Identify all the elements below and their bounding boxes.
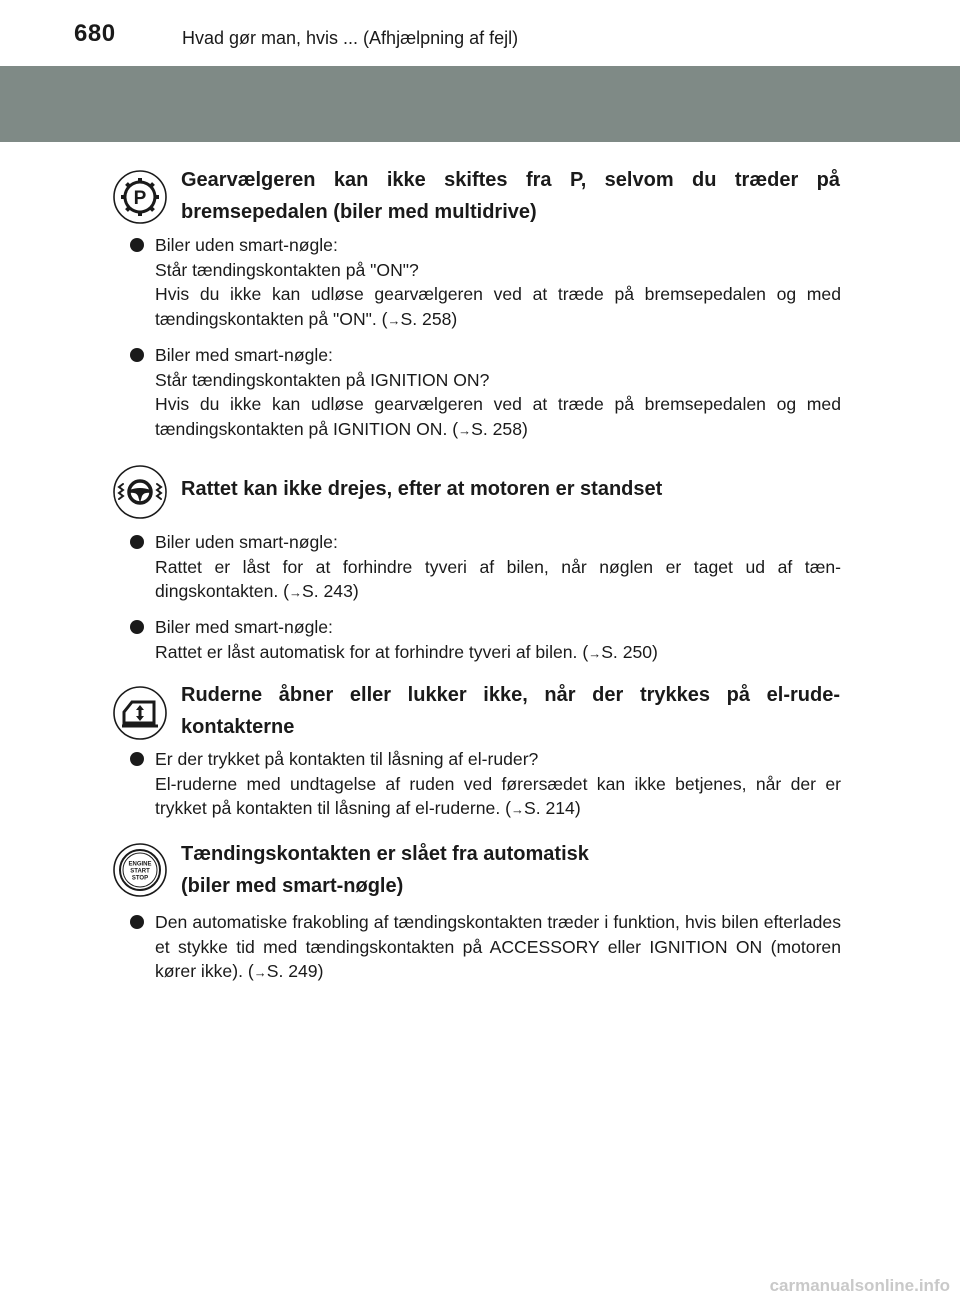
bullet-dot xyxy=(130,238,144,252)
bullet-lead: Biler uden smart-nøgle: xyxy=(155,532,338,552)
arrow-icon: → xyxy=(289,585,302,600)
page-reference: S. 250) xyxy=(601,641,658,662)
shift-lever-p-icon xyxy=(113,170,167,224)
bullet-question: Står tændingskontakten på IGNITION ON? xyxy=(155,369,490,390)
arrow-icon: → xyxy=(253,965,267,980)
arrow-icon: → xyxy=(588,645,602,661)
bullet-paragraph xyxy=(155,343,841,443)
running-title: Hvad gør man, hvis ... (Afhjælpning af fejl) xyxy=(182,28,519,48)
page-reference: S. 214) xyxy=(523,798,581,818)
power-window-icon xyxy=(113,686,167,740)
section-title: Ruderne åbner eller lukker ikke, når der trykkes på el-rude-kontakterne xyxy=(181,684,840,738)
icon-label: STOP xyxy=(131,875,149,882)
section-title xyxy=(181,838,840,902)
icon-label: ENGINE xyxy=(128,861,152,868)
bullet-body: Rattet er låst automatisk for at forhindre tyveri af bilen. (→S. 250) xyxy=(155,641,658,662)
bullet-lead: Biler med smart-nøgle: xyxy=(155,345,333,365)
section-title-line: Tændingskontakten er slået fra automatisk xyxy=(181,843,589,865)
page-number: 680 xyxy=(74,20,116,47)
bullet-paragraph xyxy=(155,747,841,823)
bullet-dot xyxy=(130,752,144,766)
bullet-lead: Er der trykket på kontakten til låsning af el-ruder? xyxy=(155,749,539,769)
bullet-body: El-ruderne med undtagelse af ruden ved førersædet kan ikke betjenes, når der er trykket på kontakten til låsning af el-ruderne. (→S. 214) xyxy=(155,773,841,818)
page-reference: S. 258) xyxy=(471,418,528,439)
bullet-body: Hvis du ikke kan udløse gearvælgeren ved at træde på bremsepedalen og med tændingskontakten på "ON". (→S. 258) xyxy=(155,284,841,329)
bullet-body: Rattet er låst for at forhindre tyveri af bilen, når nøglen er taget ud af tæn-dingskontakten. (→S. 243) xyxy=(155,556,841,601)
icon-label: START xyxy=(130,868,150,875)
page-reference: S. 258) xyxy=(400,308,458,329)
bullet-question: Står tændingskontakten på "ON"? xyxy=(155,259,419,280)
engine-start-stop-icon xyxy=(113,843,167,897)
bullet-body: Den automatiske frakobling af tændingskontakten træder i funktion, hvis bilen efterlades et stykke tid med tændingskontakten på ACCESSORY eller IGNITION ON (motoren kører ikke). (→S. 249) xyxy=(155,912,841,981)
bullet-dot xyxy=(130,915,144,929)
bullet-lead: Biler med smart-nøgle: xyxy=(155,617,333,637)
bullet-paragraph xyxy=(155,615,841,666)
bullet-dot xyxy=(130,348,144,362)
page-reference: S. 243) xyxy=(302,581,359,601)
svg-text:P: P xyxy=(133,188,147,209)
arrow-icon: → xyxy=(458,422,472,438)
section-title-line: (biler med smart-nøgle) xyxy=(181,875,404,897)
bullet-paragraph xyxy=(155,233,841,333)
header-band xyxy=(0,66,960,142)
watermark: carmanualsonline.info xyxy=(769,1276,950,1295)
page-header xyxy=(0,0,960,62)
section-title: Gearvælgeren kan ikke skiftes fra P, selvom du træder på bremsepedalen (biler med multidrive) xyxy=(181,169,840,223)
page-reference: S. 249) xyxy=(266,961,324,981)
bullet-paragraph xyxy=(155,530,841,606)
bullet-dot xyxy=(130,620,144,634)
bullet-lead: Biler uden smart-nøgle: xyxy=(155,235,338,255)
arrow-icon: → xyxy=(387,312,401,328)
arrow-icon: → xyxy=(510,802,524,817)
bullet-paragraph xyxy=(155,910,841,986)
bullet-dot xyxy=(130,535,144,549)
section-title: Rattet kan ikke drejes, efter at motoren er standset xyxy=(181,478,663,500)
steering-lock-icon xyxy=(113,465,167,519)
bullet-body: Hvis du ikke kan udløse gearvælgeren ved at træde på bremsepedalen og med tændingskontakten på IGNITION ON. (→S. 258) xyxy=(155,394,841,439)
